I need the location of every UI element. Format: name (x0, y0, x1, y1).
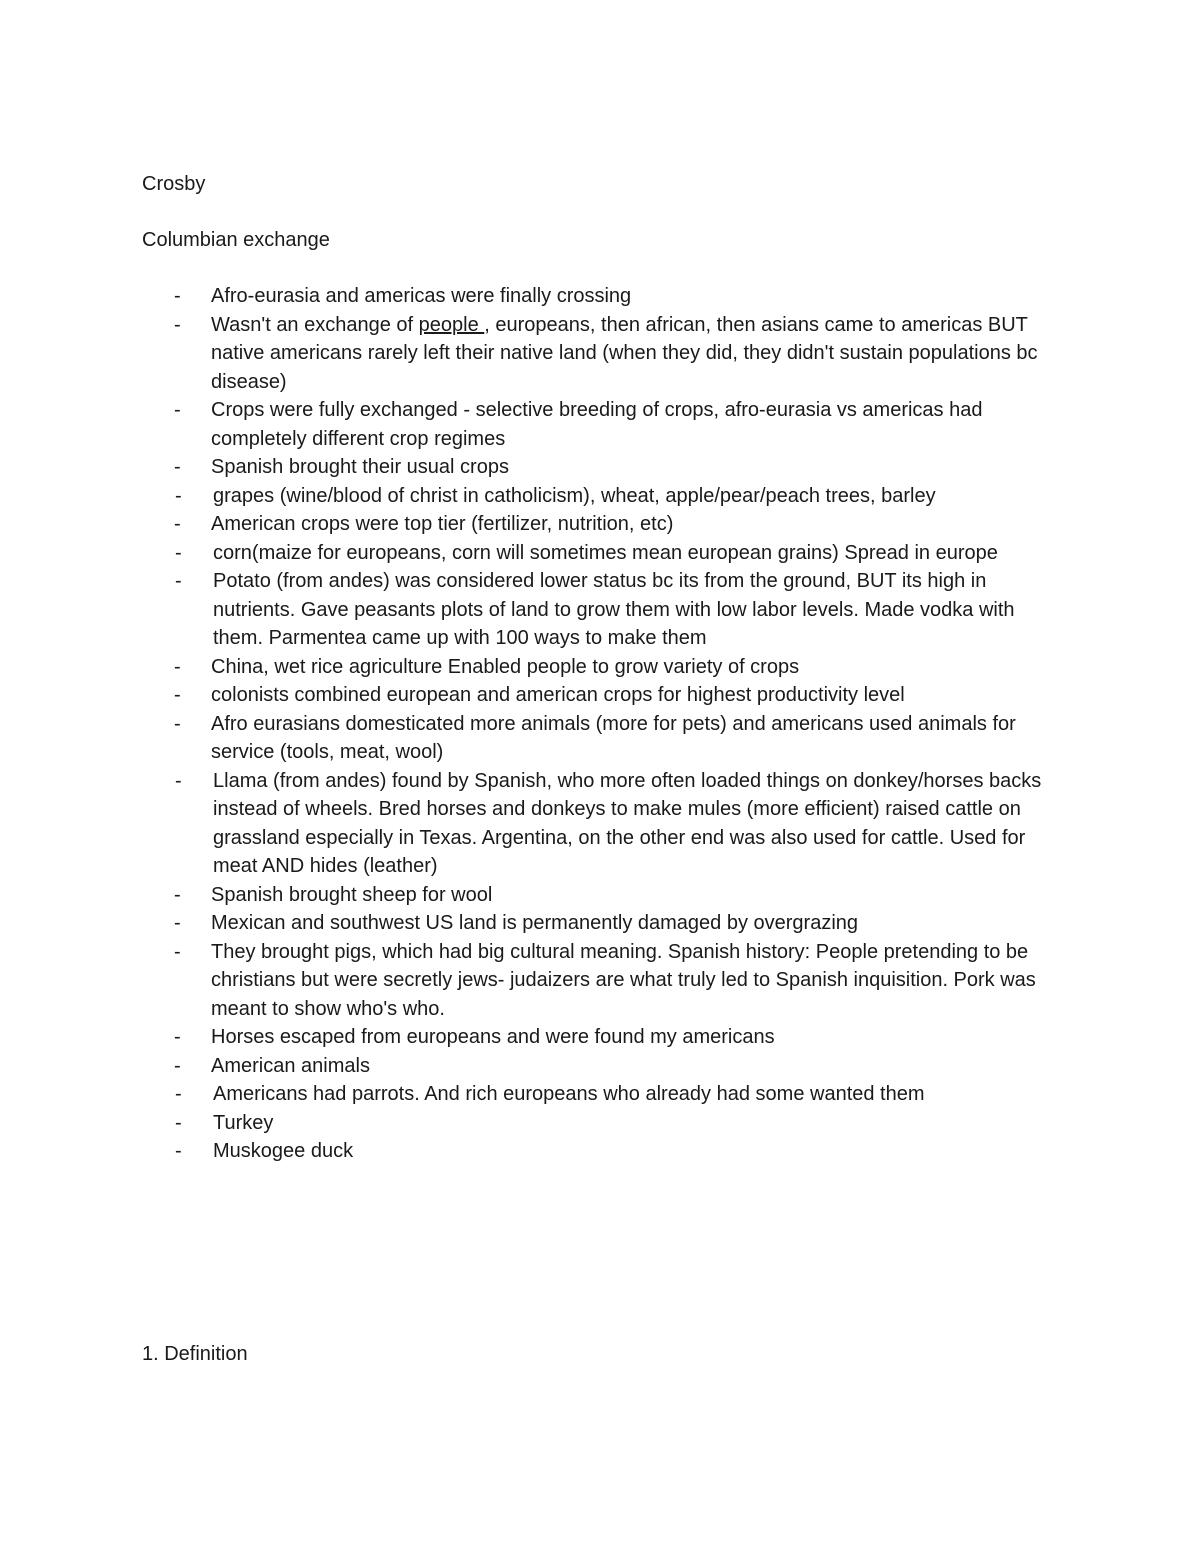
list-item-text: Potato (from andes) was considered lower status bc its from the ground, BUT its high in nutrients. Gave peasants plots of land to grow them with low labor levels. Made vodka with them. Parmentea came up with 100 ways to make them (213, 570, 1015, 649)
list-item-text: Crops were fully exchanged - selective breeding of crops, afro-eurasia vs americas had completely different crop regimes (211, 399, 983, 450)
dash-bullet: - (175, 1140, 182, 1162)
dash-bullet: - (174, 513, 181, 535)
list-item-text: Horses escaped from europeans and were found my americans (211, 1026, 775, 1048)
dash-bullet: - (174, 285, 181, 307)
dash-bullet: - (174, 313, 181, 336)
nested-bullet-list (142, 767, 1062, 881)
list-item (142, 311, 1062, 397)
list-item-text: colonists combined european and american crops for highest productivity level (211, 684, 905, 706)
dash-bullet: - (174, 883, 181, 906)
list-item (142, 767, 1062, 881)
list-item (142, 482, 1062, 511)
list-item-text: Llama (from andes) found by Spanish, who more often loaded things on donkey/horses backs instead of wheels. Bred horses and donkeys to make mules (more efficient) raised cattle on grassland especially in Texas. Argentina, on the other end was also used for cattle. Used for meat AND hides (leather) (213, 769, 1042, 877)
list-item (142, 1052, 1062, 1081)
list-item (142, 653, 1062, 682)
list-item-text: corn(maize for europeans, corn will sometimes mean european grains) Spread in europe (213, 541, 998, 564)
nested-bullet-list (142, 539, 1062, 653)
list-item (142, 282, 1062, 311)
list-item (142, 710, 1062, 767)
list-item-text (211, 314, 1038, 393)
nested-bullet-list (142, 1080, 1062, 1166)
list-item (142, 510, 1062, 539)
list-item-text: They brought pigs, which had big cultural meaning. Spanish history: People pretending to be christians but were secretly jews- judaizers are what truly led to Spanish inquisition. Pork was meant to show who's who. (211, 940, 1036, 1020)
list-item-text: Americans had parrots. And rich europeans who already had some wanted them (213, 1083, 925, 1105)
document-title: Crosby (142, 173, 206, 195)
dash-bullet: - (174, 1026, 181, 1048)
dash-bullet: - (175, 570, 182, 592)
list-item-text: Afro eurasians domesticated more animals (more for pets) and americans used animals for service (tools, meat, wool) (211, 712, 1016, 763)
numbered-heading: 1. Definition (142, 1343, 248, 1365)
list-item-text: Spanish brought sheep for wool (211, 883, 493, 906)
dash-bullet: - (175, 1083, 182, 1105)
list-item-text: Mexican and southwest US land is permanently damaged by overgrazing (211, 912, 859, 934)
dash-bullet: - (175, 541, 182, 564)
dash-bullet: - (175, 484, 182, 507)
dash-bullet: - (174, 1054, 181, 1077)
list-item-text: China, wet rice agriculture Enabled people to grow variety of crops (211, 655, 800, 678)
list-item-text: American crops were top tier (fertilizer, nutrition, etc) (211, 513, 674, 535)
document-body (142, 170, 1062, 1166)
dash-bullet: - (174, 712, 181, 735)
list-item-text: Afro-eurasia and americas were finally crossing (211, 285, 632, 307)
list-item (142, 453, 1062, 482)
text-run: Wasn't an exchange of (211, 313, 419, 336)
list-item-text: American animals (211, 1054, 370, 1077)
list-item (142, 1137, 1062, 1166)
list-item (142, 539, 1062, 568)
dash-bullet: - (174, 912, 181, 934)
dash-bullet: - (175, 769, 182, 792)
list-item (142, 396, 1062, 453)
list-item (142, 681, 1062, 710)
dash-bullet: - (174, 940, 181, 963)
text-run: , europeans, then african, then asians came to americas BUT native americans rarely left their native land (when they did, they didn't sustain populations bc disease) (211, 313, 1038, 393)
list-item (142, 909, 1062, 938)
section-heading: Columbian exchange (142, 229, 330, 251)
nested-bullet-list (142, 482, 1062, 511)
list-item-text: Spanish brought their usual crops (211, 456, 509, 478)
dash-bullet: - (174, 655, 181, 678)
nested-list-container (142, 1080, 1062, 1166)
dash-bullet: - (174, 684, 181, 706)
bullet-list (142, 282, 1062, 1166)
list-item (142, 567, 1062, 653)
underlined-word: people (418, 313, 485, 336)
list-item (142, 1109, 1062, 1138)
nested-list-container (142, 482, 1062, 511)
nested-list-container (142, 539, 1062, 653)
dash-bullet: - (174, 456, 181, 478)
list-item-text: Muskogee duck (213, 1140, 354, 1162)
dash-bullet: - (174, 399, 181, 421)
nested-list-container (142, 767, 1062, 881)
list-item-text: grapes (wine/blood of christ in catholicism), wheat, apple/pear/peach trees, barley (213, 484, 936, 507)
list-item-text: Turkey (213, 1111, 274, 1134)
dash-bullet: - (175, 1111, 182, 1134)
list-item (142, 881, 1062, 910)
list-item (142, 938, 1062, 1024)
list-item (142, 1080, 1062, 1109)
list-item (142, 1023, 1062, 1052)
